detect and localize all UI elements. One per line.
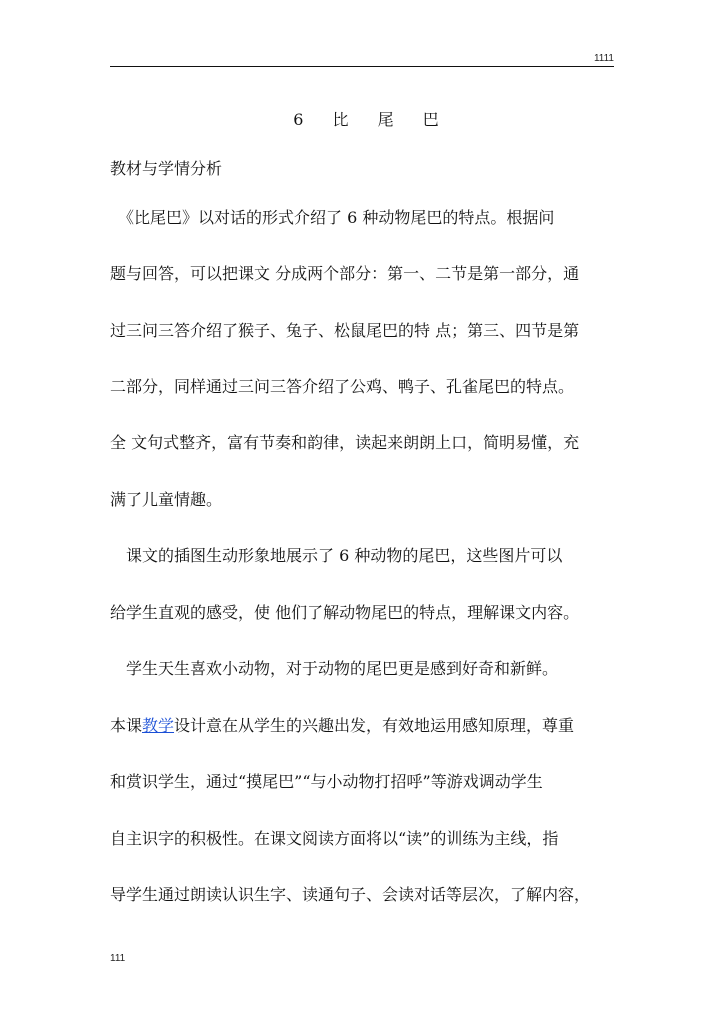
body-line: 满了儿童情趣。 bbox=[110, 490, 223, 509]
link-line-after: 设计意在从学生的兴趣出发，有效地运用感知原理，尊重 bbox=[174, 716, 575, 735]
footer-page-number: 111 bbox=[110, 953, 126, 964]
body-line: 和赏识学生，通过“摸尾巴”“与小动物打招呼”等游戏调动学生 bbox=[110, 772, 543, 791]
body-line: 《比尾巴》以对话的形式介绍了 6 种动物尾巴的特点。根据问 bbox=[110, 208, 555, 227]
body-line: 全 文句式整齐，富有节奏和韵律，读起来朗朗上口，简明易懂，充 bbox=[110, 433, 580, 452]
body-line: 题与回答，可以把课文 分成两个部分：第一、二节是第一部分，通 bbox=[110, 264, 580, 283]
body-line: 导学生通过朗读认识生字、读通句子、会读对话等层次，了解内容， bbox=[110, 885, 591, 904]
body-line: 学生天生喜欢小动物，对于动物的尾巴更是感到好奇和新鲜。 bbox=[110, 659, 559, 678]
body-line: 过三问三答介绍了猴子、兔子、松鼠尾巴的特 点；第三、四节是第 bbox=[110, 321, 580, 340]
body-line-with-link bbox=[110, 713, 614, 736]
link-line-before: 本课 bbox=[110, 716, 143, 735]
teaching-link[interactable]: 教学 bbox=[142, 716, 175, 735]
body-line: 二部分，同样通过三问三答介绍了公鸡、鸭子、孔雀尾巴的特点。 bbox=[110, 377, 575, 396]
document-title: 6 比 尾 巴 bbox=[293, 110, 451, 129]
section-heading: 教材与学情分析 bbox=[110, 159, 223, 178]
body-line: 自主识字的积极性。在课文阅读方面将以“读”的训练为主线，指 bbox=[110, 829, 559, 848]
header-page-number: 1111 bbox=[593, 53, 614, 64]
header-rule bbox=[110, 66, 614, 67]
body-line: 课文的插图生动形象地展示了 6 种动物的尾巴，这些图片可以 bbox=[110, 546, 563, 565]
body-line: 给学生直观的感受，使 他们了解动物尾巴的特点，理解课文内容。 bbox=[110, 603, 580, 622]
